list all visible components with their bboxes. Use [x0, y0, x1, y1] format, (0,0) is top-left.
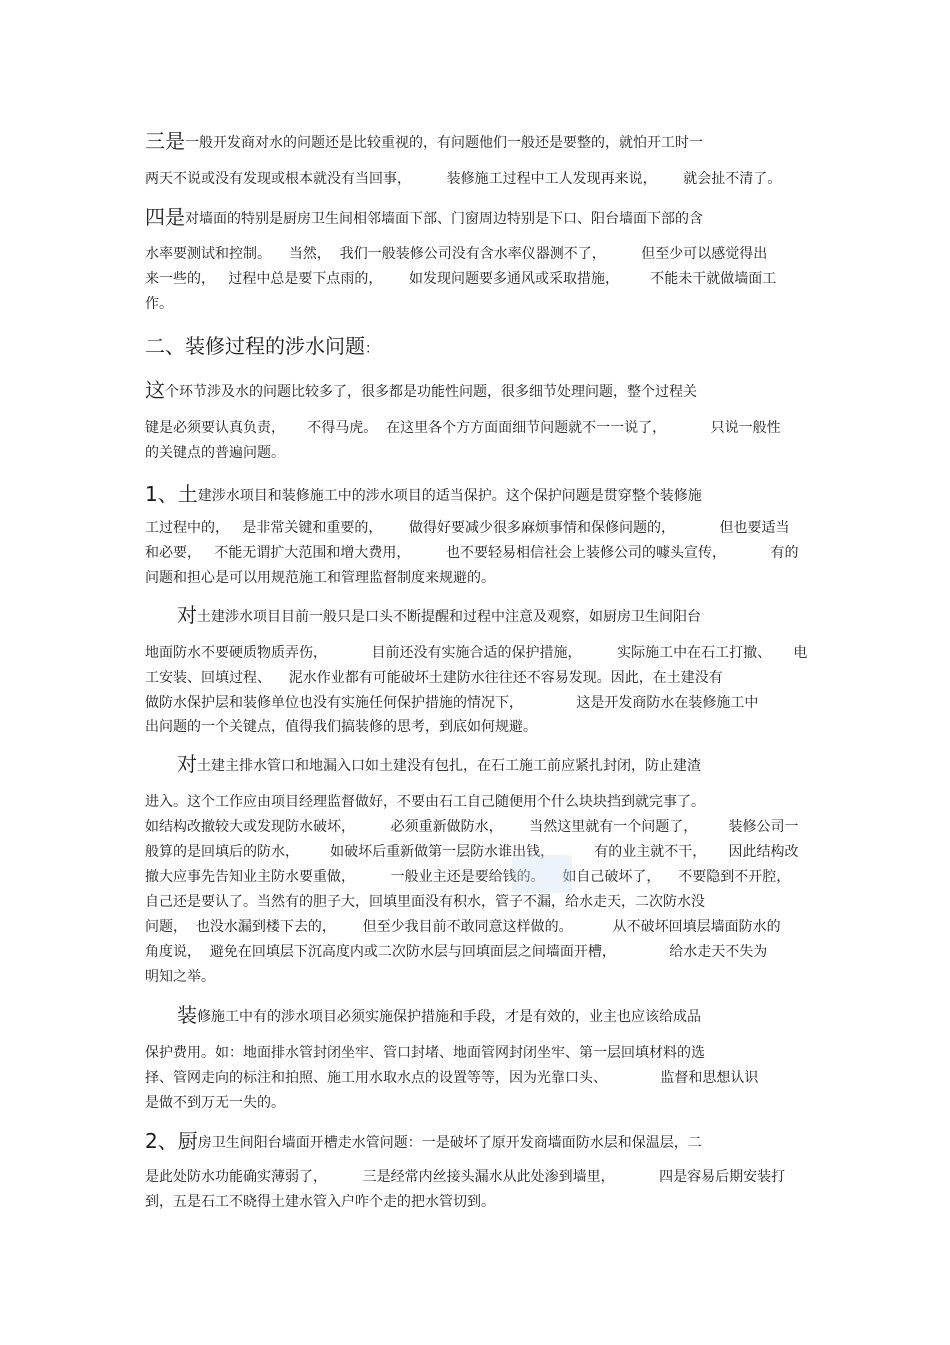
- paragraph-line: 工安装、回填过程、 泥水作业都有可能破坏土建防水往往还不容易发现。因此，在土建没有: [145, 670, 723, 686]
- paragraph-line: 和必要， 不能无谓扩大范围和增大费用， 也不要轻易相信社会上装修公司的噱头宣传， 有的: [145, 545, 799, 561]
- paragraph-line: 保护费用。如：地面排水管封闭坐牢、管口封堵、地面管网封闭坐牢、第一层回填材料的选: [145, 1045, 705, 1061]
- section-heading: 二、装修过程的涉水问题：: [145, 334, 379, 358]
- paragraph-lead: 对: [177, 603, 197, 627]
- faint-watermark: [512, 855, 572, 893]
- paragraph-line: 水率要测试和控制。 当然， 我们一般装修公司没有含水率仪器测不了， 但至少可以感觉得出: [145, 246, 768, 262]
- paragraph-line: 角度说， 避免在回填层下沉高度内或二次防水层与回填面层之间墙面开槽， 给水走天不失为: [145, 944, 768, 960]
- paragraph-line: 两天不说或没有发现或根本就没有当回事， 装修施工过程中工人发现再来说， 就会扯不清了。: [145, 171, 782, 187]
- paragraph-lead: 对: [177, 752, 197, 776]
- paragraph-line: 这个环节涉及水的问题比较多了，很多都是功能性问题，很多细节处理问题，整个过程关: [145, 378, 697, 402]
- paragraph-lead: 这: [145, 378, 165, 402]
- paragraph-line: 1、土建涉水项目和装修施工中的涉水项目的适当保护。这个保护问题是贯穿整个装修施: [145, 482, 702, 506]
- paragraph-line: 装修施工中有的涉水项目必须实施保护措施和手段，才是有效的，业主也应该给成品: [177, 1003, 701, 1027]
- paragraph-line: 自己还是要认了。当然有的胆子大，回填里面没有积水，管子不漏，给水走天，二次防水没: [145, 894, 705, 910]
- paragraph-line: 键是必须要认真负责， 不得马虎。 在这里各个方方面面细节问题就不一一说了， 只说一般性: [145, 420, 781, 436]
- paragraph-lead: 1、土: [145, 482, 198, 506]
- paragraph-line: 做防水保护层和装修单位也没有实施任何保护措施的情况下， 这是开发商防水在装修施工中: [145, 695, 759, 711]
- paragraph-lead: 三是: [145, 129, 185, 153]
- paragraph-line: 是做不到万无一失的。: [145, 1095, 285, 1111]
- paragraph-line: 如结构改撤较大或发现防水破坏， 必须重新做防水， 当然这里就有一个问题了， 装修公司一: [145, 819, 799, 835]
- paragraph-line: 对土建涉水项目目前一般只是口头不断提醒和过程中注意及观察，如厨房卫生间阳台: [177, 603, 701, 627]
- paragraph-line: 进入。这个工作应由项目经理监督做好，不要由石工自己随便用个什么块块挡到就完事了。: [145, 794, 705, 810]
- paragraph-lead: 装: [177, 1003, 197, 1027]
- paragraph-line: 到，五是石工不晓得土建水管入户咋个走的把水管切到。: [145, 1194, 495, 1210]
- paragraph-line: 2、厨房卫生间阳台墙面开槽走水管问题：一是破坏了原开发商墙面防水层和保温层，二: [145, 1129, 702, 1153]
- paragraph-line: 作。: [145, 296, 173, 312]
- paragraph-line: 撤大应事先告知业主防水要重做， 一般业主还是要给钱的。 如自己破坏了， 不要隐到不开腔，: [145, 869, 791, 885]
- paragraph-line: 明知之举。: [145, 969, 215, 985]
- paragraph-lead: 四是: [145, 205, 185, 229]
- paragraph-line: 对土建主排水管口和地漏入口如土建没有包扎，在石工施工前应紧扎封闭，防止建渣: [177, 752, 701, 776]
- paragraph-line: 来一些的， 过程中总是要下点雨的， 如发现问题要多通风或采取措施， 不能未干就做墙面工: [145, 271, 777, 287]
- paragraph-line: 的关键点的普遍问题。: [145, 445, 285, 461]
- paragraph-lead: 2、厨: [145, 1129, 198, 1153]
- paragraph-line: 择、管网走向的标注和拍照、施工用水取水点的设置等等，因为光靠口头、 监督和思想认识: [145, 1070, 759, 1086]
- paragraph-line: 工过程中的， 是非常关键和重要的， 做得好要减少很多麻烦事情和保修问题的， 但也要适当: [145, 520, 790, 536]
- paragraph-line: 三是一般开发商对水的问题还是比较重视的，有问题他们一般还是要整的，就怕开工时一: [145, 129, 703, 153]
- paragraph-line: 问题和担心是可以用规范施工和管理监督制度来规避的。: [145, 570, 495, 586]
- paragraph-line: 是此处防水功能确实薄弱了， 三是经常内丝接头漏水从此处渗到墙里， 四是容易后期安装打: [145, 1169, 786, 1185]
- paragraph-line: 四是对墙面的特别是厨房卫生间相邻墙面下部、门窗周边特别是下口、阳台墙面下部的含: [145, 205, 703, 229]
- paragraph-line: 出问题的一个关键点，值得我们搞装修的思考，到底如何规避。: [145, 719, 537, 735]
- paragraph-line: 地面防水不要硬质物质弄伤， 目前还没有实施合适的保护措施， 实际施工中在石工打撤、 电: [145, 645, 808, 661]
- paragraph-line: 问题， 也没水漏到楼下去的， 但至少我目前不敢同意这样做的。 从不破坏回填层墙面防水的: [145, 919, 781, 935]
- paragraph-line: 般算的是回填后的防水， 如破坏后重新做第一层防水谁出钱， 有的业主就不干， 因此结构改: [145, 844, 799, 860]
